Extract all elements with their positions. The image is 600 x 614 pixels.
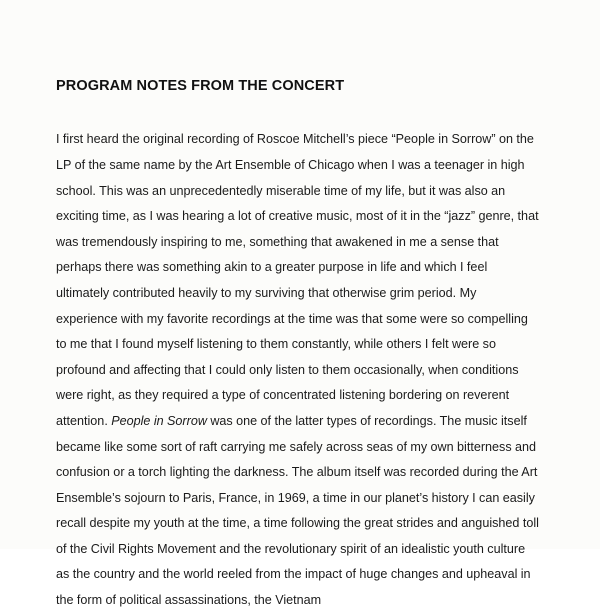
paragraph-text-part-one: I first heard the original recording of Roscoe Mitchell’s piece “People in Sorrow” on the LP of the same name by the Art Ensemble of Chicago when I was a teenager in high school. This was an unprecedentedly miserable time of my life, but it was also an exciting time, as I was hearing a lot of creative music, most of it in the “jazz” genre, that was tremendously inspiring to me, something that awakened in me a sense that perhaps there was something akin to a greater purpose in life and which I feel ultimately contributed heavily to my surviving that otherwise grim period. My experience with my favorite recordings at the time was that some were so compelling to me that I found myself listening to them constantly, while others I felt were so profound and affecting that I could only listen to them occasionally, when conditions were right, as they required a type of concentrated listening bordering on reverent attention. — [56, 132, 539, 428]
document-content — [56, 0, 540, 614]
page-title: PROGRAM NOTES FROM THE CONCERT — [56, 78, 345, 94]
paragraph-text-part-two: was one of the latter types of recordings. The music itself became like some sort of raft carrying me safely across seas of my own bitterness and confusion or a torch lighting the darkness. The album itself was recorded during the Art Ensemble’s sojourn to Paris, France, in 1969, a time in our planet’s history I can easily recall despite my youth at the time, a time following the great strides and anguished toll of the Civil Rights Movement and the revolutionary spirit of an idealistic youth culture as the country and the world reeled from the impact of huge changes and upheaval in the form of political assassinations, the Vietnam — [56, 413, 539, 608]
album-title-italic: People in Sorrow — [111, 413, 207, 428]
body-paragraph — [56, 95, 540, 613]
